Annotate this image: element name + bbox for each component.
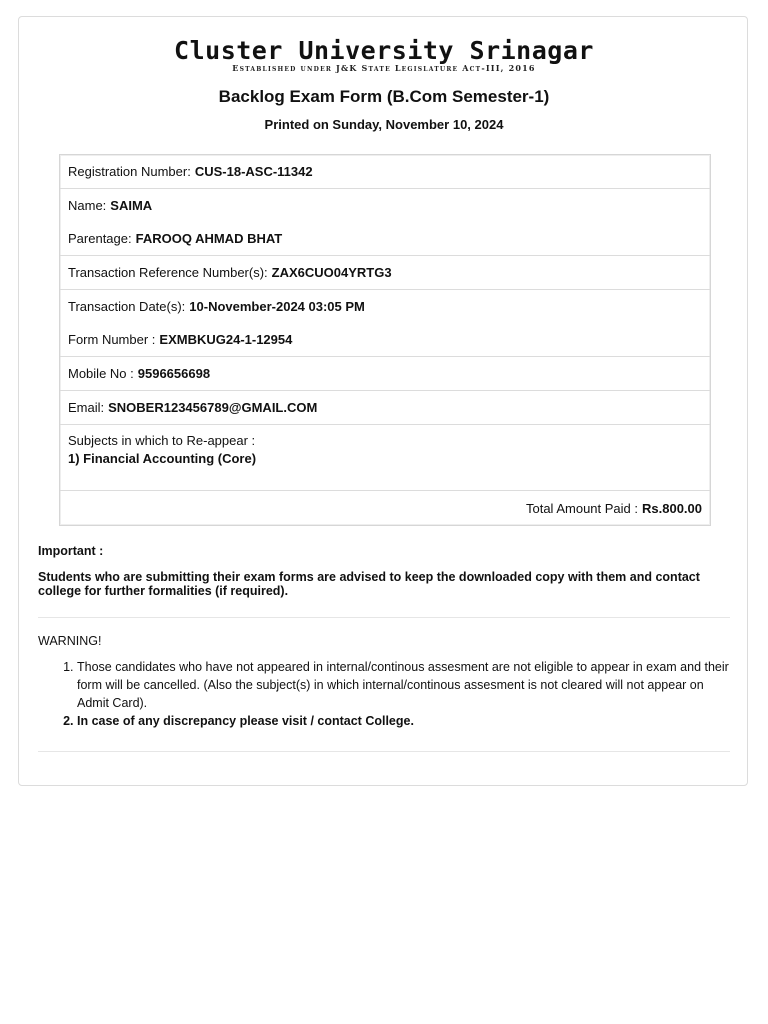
transaction-date-label: Transaction Date(s): (68, 299, 186, 314)
transaction-date-value: 10-November-2024 03:05 PM (189, 299, 365, 314)
mobile-row (60, 357, 710, 391)
parentage-row (60, 222, 710, 256)
total-row (60, 491, 710, 525)
mobile-label: Mobile No : (68, 366, 134, 381)
subjects-row (60, 425, 710, 491)
name-label: Name: (68, 198, 107, 213)
name-row (60, 189, 710, 222)
warning-item: 1. Those candidates who have not appeared in internal/continous assesment are not eligible to appear in exam and their form will be cancelled. (Also the subject(s) in which internal/continous assesment is not cleared will not appear on Admit Card). (77, 658, 733, 712)
registration-row (60, 155, 710, 189)
transaction-ref-label: Transaction Reference Number(s): (68, 265, 268, 280)
total-value: Rs.800.00 (642, 500, 702, 516)
form-number-value: EXMBKUG24-1-12954 (159, 332, 293, 347)
warning-item: 2. In case of any discrepancy please visit / contact College. (77, 712, 733, 730)
divider (38, 751, 730, 752)
mobile-value: 9596656698 (137, 366, 211, 381)
email-row (60, 391, 710, 425)
important-label: Important : (38, 544, 104, 558)
name-value: SAIMA (110, 198, 153, 213)
important-text: Students who are submitting their exam forms are advised to keep the downloaded copy with them and contact college for further formalities (if required). (38, 570, 700, 598)
parentage-label: Parentage: (68, 231, 132, 246)
divider (38, 617, 730, 618)
total-label: Total Amount Paid : (525, 500, 638, 516)
registration-value: CUS-18-ASC-11342 (194, 164, 313, 179)
subject-item: 1) Financial Accounting (Core) (68, 451, 257, 466)
details-table (59, 154, 711, 526)
transaction-date-row (60, 290, 710, 323)
registration-label: Registration Number: (68, 164, 191, 179)
printed-date: Printed on Sunday, November 10, 2024 (264, 117, 504, 132)
form-title: Backlog Exam Form (B.Com Semester-1) (218, 87, 550, 106)
transaction-ref-row (60, 256, 710, 290)
parentage-value: FAROOQ AHMAD BHAT (135, 231, 283, 246)
warning-label: WARNING! (38, 634, 102, 648)
form-number-label: Form Number : (68, 332, 156, 347)
email-value: SNOBER123456789@GMAIL.COM (108, 400, 318, 415)
university-logo (19, 37, 749, 73)
warning-list (38, 658, 733, 730)
email-label: Email: (68, 400, 105, 415)
university-name: Cluster University Srinagar (174, 36, 594, 65)
exam-form-card (18, 16, 748, 786)
form-number-row (60, 323, 710, 357)
transaction-ref-value: ZAX6CUO04YRTG3 (271, 265, 392, 280)
university-subtitle: Established under J&K State Legislature Act-III, 2016 (232, 63, 536, 73)
subjects-label: Subjects in which to Re-appear : (68, 433, 256, 448)
